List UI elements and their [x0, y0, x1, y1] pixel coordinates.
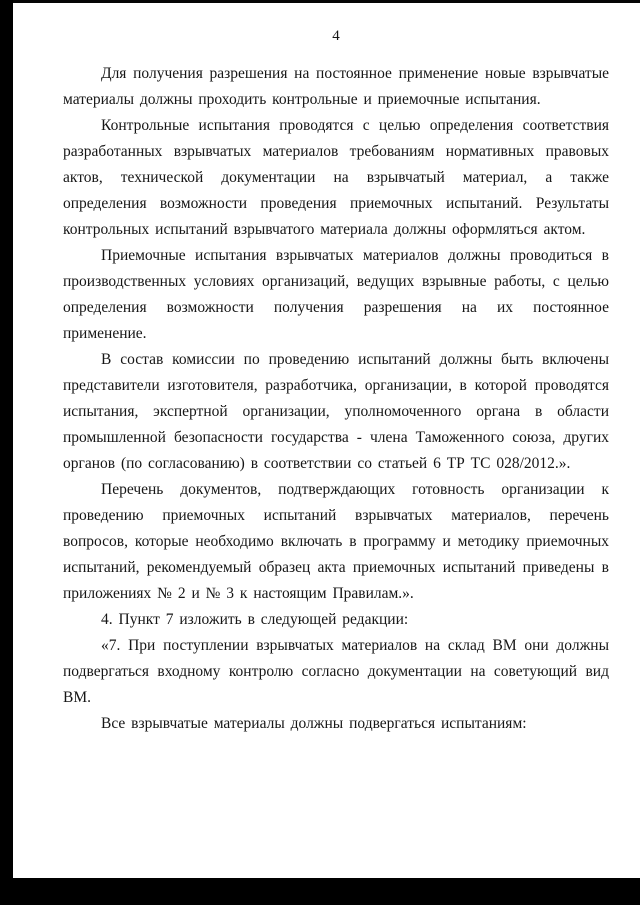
scan-edge-left	[0, 0, 13, 905]
paragraph-3: Приемочные испытания взрывчатых материалов должны проводиться в производственных условиях организаций, ведущих взрывные работы, с целью определения возможности получения разрешения на их постоянное применение.	[63, 247, 609, 342]
page-content	[63, 28, 609, 737]
scan-edge-top	[0, 0, 640, 3]
paragraph-6: 4. Пункт 7 изложить в следующей редакции:	[101, 611, 409, 628]
paragraph-5: Перечень документов, подтверждающих готовность организации к проведению приемочных испытаний взрывчатых материалов, перечень вопросов, которые необходимо включать в программу и методику приемочных испытаний, рекомендуемый образец акта приемочных испытаний приведены в приложениях № 2 и № 3 к настоящим Правилам.».	[63, 481, 609, 602]
paragraph-7: «7. При поступлении взрывчатых материалов на склад ВМ они должны подвергаться входному контролю согласно документации на советующий вид ВМ.	[63, 637, 609, 706]
page-number: 4	[332, 28, 340, 44]
paragraph-4: В состав комиссии по проведению испытаний должны быть включены представители изготовителя, разработчика, организации, в которой проводятся испытания, экспертной организации, уполномоченного органа в области промышленной безопасности государства - члена Таможенного союза, других органов (по согласованию) в соответствии со статьей 6 ТР ТС 028/2012.».	[63, 351, 609, 472]
scan-edge-bottom	[0, 878, 640, 905]
paragraph-2: Контрольные испытания проводятся с целью определения соответствия разработанных взрывчатых материалов требованиям нормативных правовых актов, технической документации на взрывчатый материал, а также определения возможности проведения приемочных испытаний. Результаты контрольных испытаний взрывчатого материала должны оформляться актом.	[63, 117, 609, 238]
paragraph-1: Для получения разрешения на постоянное применение новые взрывчатые материалы должны проходить контрольные и приемочные испытания.	[63, 65, 609, 108]
paragraph-8: Все взрывчатые материалы должны подвергаться испытаниям:	[101, 715, 527, 732]
